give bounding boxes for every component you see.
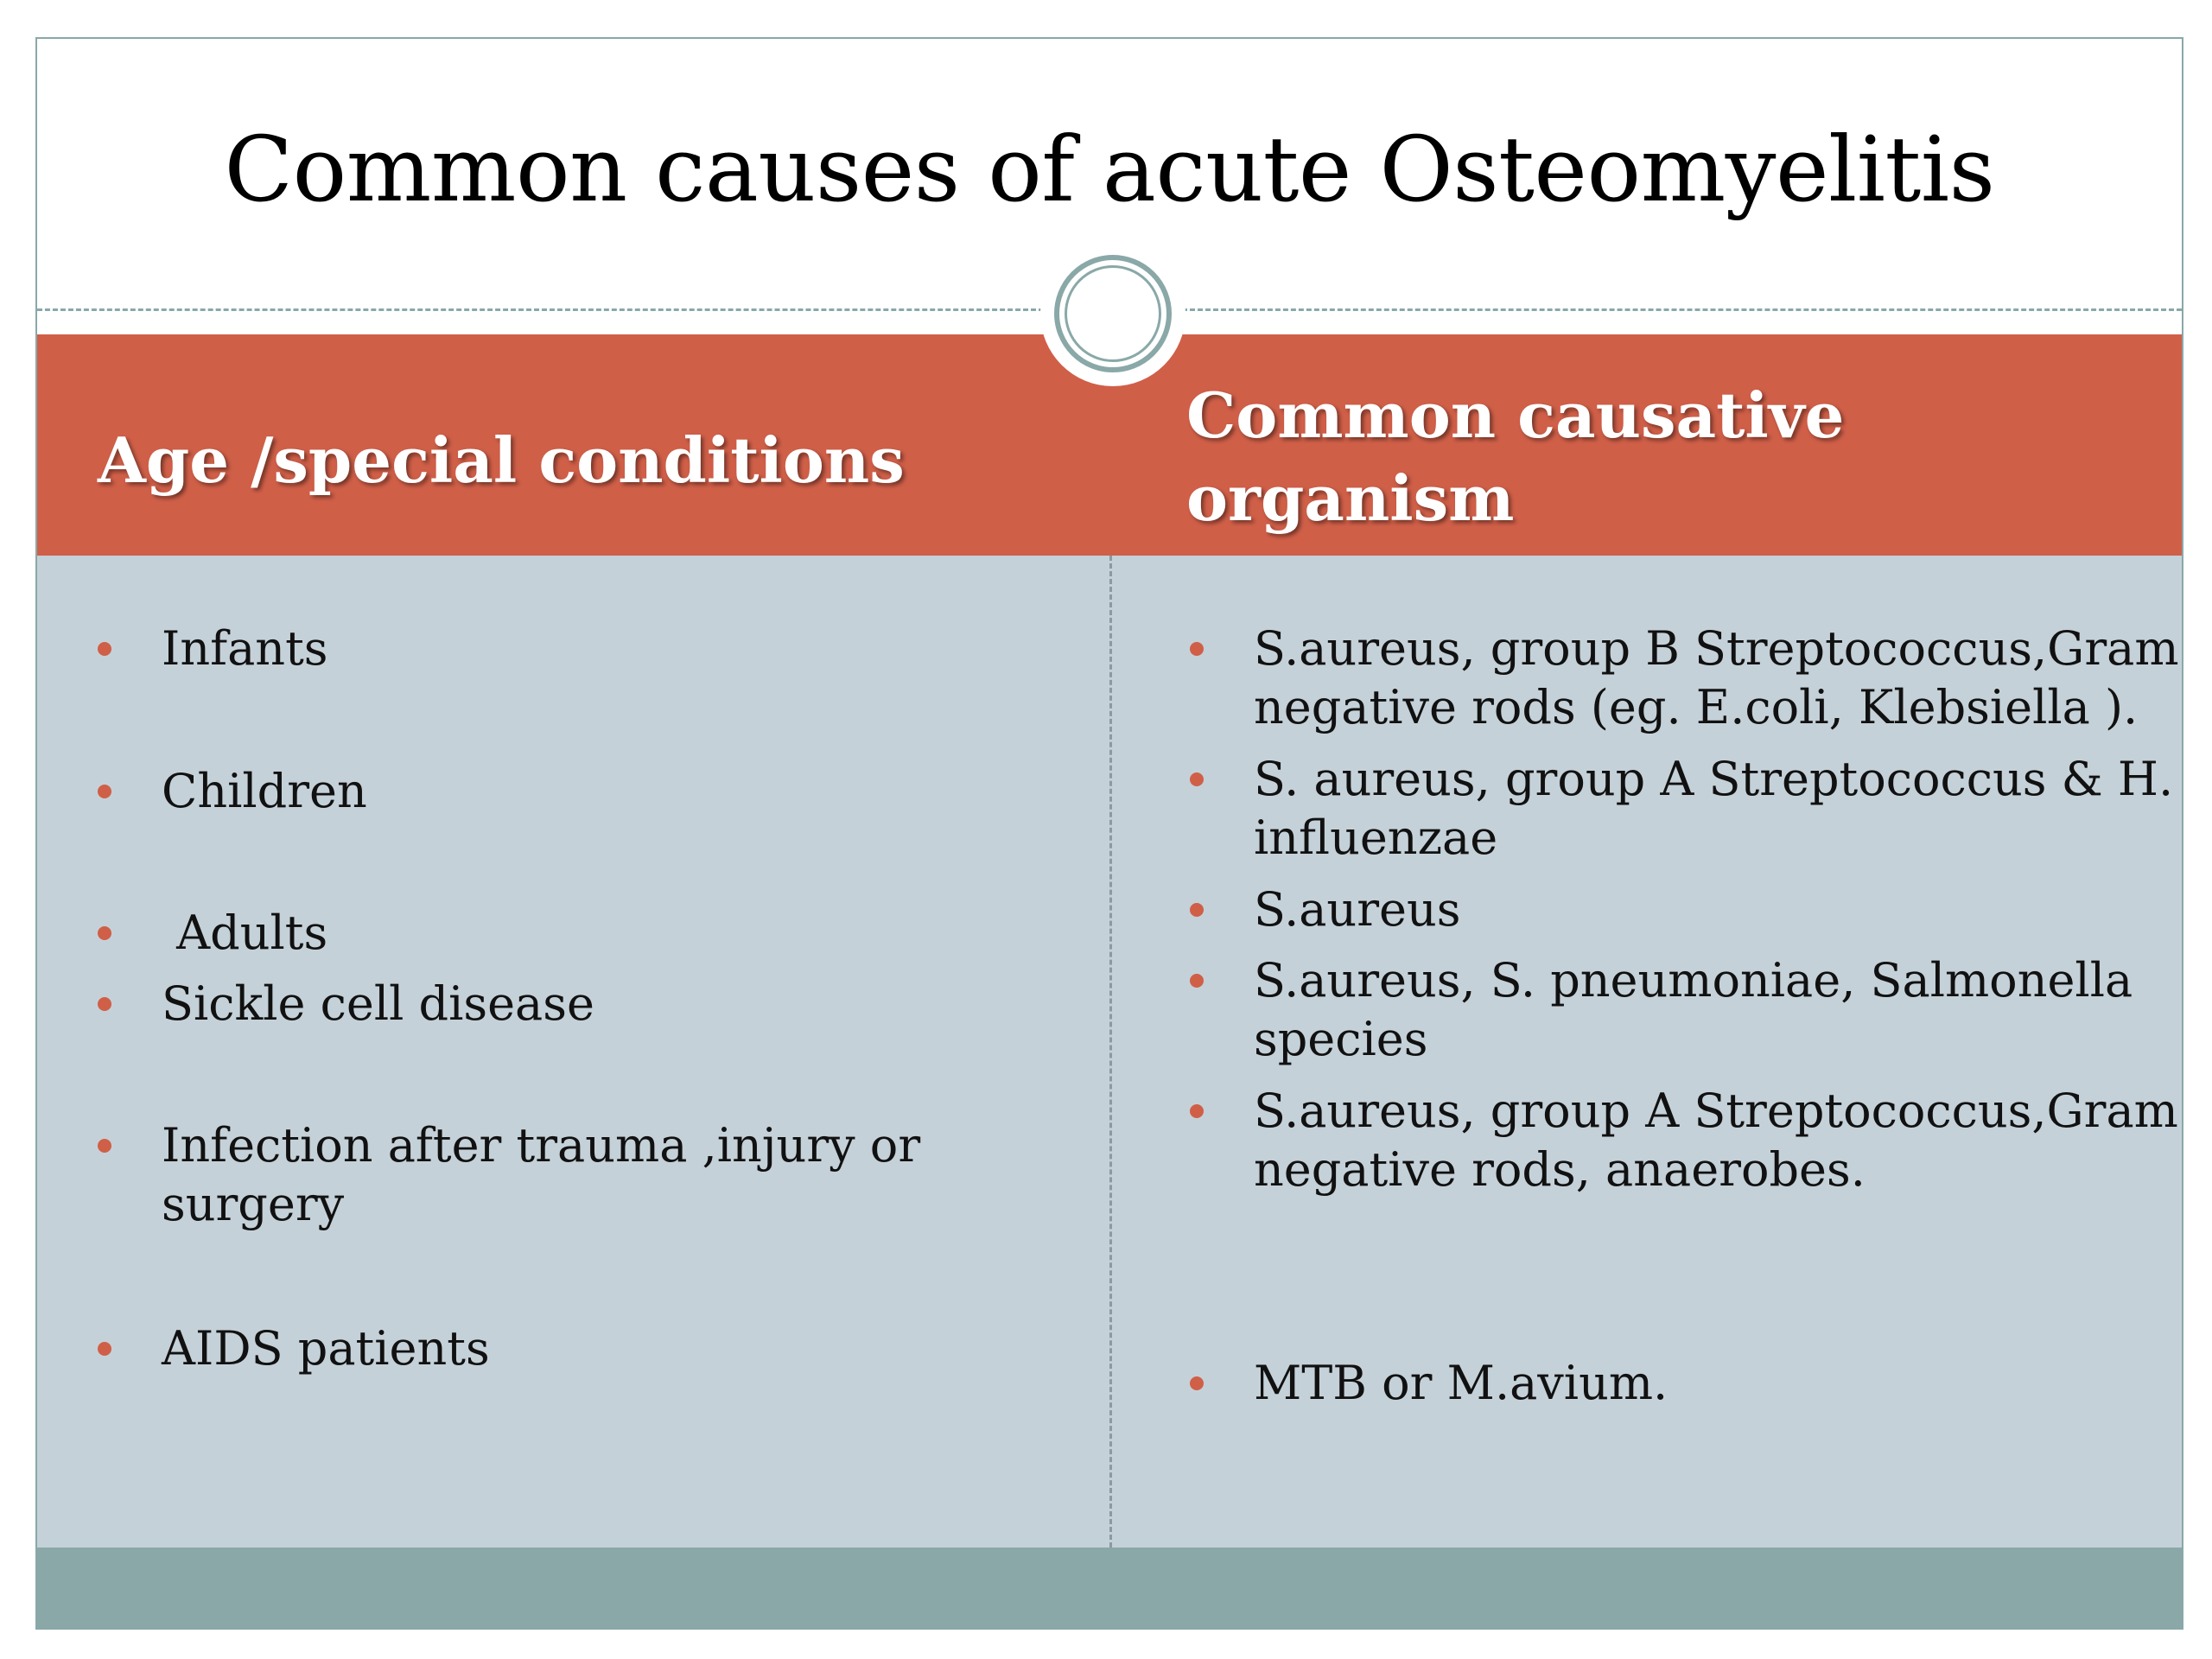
bullet-icon (1190, 974, 1204, 988)
title-divider-left (37, 308, 1044, 311)
list-item-text: S.aureus, group B Streptococcus,Gram negative rods (eg. E.coli, Klebsiella ). (1254, 621, 2179, 734)
list-item-text: Sickle cell disease (162, 976, 594, 1031)
slide (35, 37, 2183, 1630)
bullet-icon (98, 642, 111, 656)
list-item-text: Infection after trauma ,injury or surgery (162, 1118, 921, 1231)
circle-ornament-ring (1054, 255, 1172, 372)
list-item-text: AIDS patients (162, 1321, 490, 1376)
bullet-icon (1190, 903, 1204, 917)
title-divider-right (1182, 308, 2182, 311)
list-item-text: S.aureus, group A Streptococcus,Gram negative rods, anaerobes. (1254, 1084, 2178, 1197)
list-item-text: MTB or M.avium. (1254, 1356, 1669, 1410)
bullet-icon (1190, 772, 1204, 786)
list-item-text: S.aureus (1254, 882, 1461, 937)
column-divider (1109, 556, 1112, 1548)
bullet-icon (1190, 1376, 1204, 1390)
bullet-icon (98, 1139, 111, 1153)
column-header-causative-organism: Common causative organism (1186, 378, 1845, 535)
list-item-text: Adults (162, 906, 328, 960)
list-item-text: S. aureus, group A Streptococcus & H. influenzae (1254, 752, 2174, 865)
bullet-icon (98, 785, 111, 798)
bullet-icon (98, 1342, 111, 1356)
circle-ornament-inner-ring (1065, 265, 1161, 362)
slide-title: Common causes of acute Osteomyelitis (224, 117, 1995, 222)
list-item-text: Children (162, 764, 367, 818)
footer-bar (37, 1548, 2182, 1630)
bullet-icon (98, 926, 111, 940)
bullet-icon (1190, 1104, 1204, 1118)
list-item-text: S.aureus, S. pneumoniae, Salmonella species (1254, 953, 2133, 1066)
bullet-icon (98, 997, 111, 1011)
circle-ornament (1040, 241, 1185, 386)
list-item-text: Infants (162, 621, 328, 676)
bullet-icon (1190, 642, 1204, 656)
column-header-age-conditions: Age /special conditions (98, 423, 905, 497)
